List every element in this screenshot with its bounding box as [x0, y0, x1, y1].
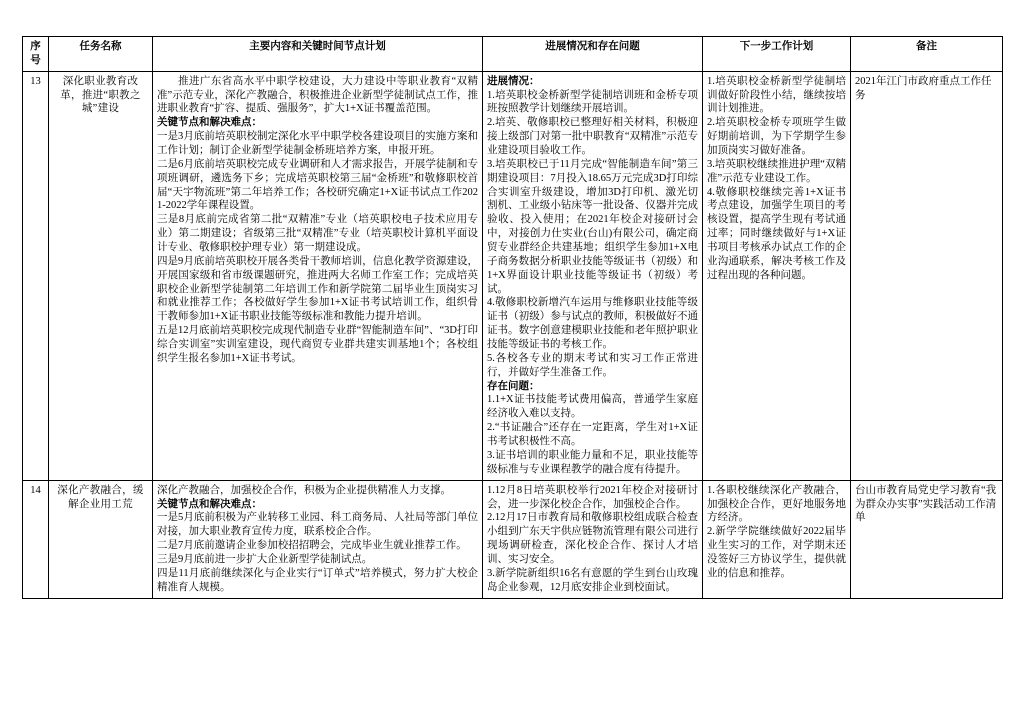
- row-seq: 14: [23, 480, 49, 598]
- table-row: [23, 480, 1003, 598]
- row-progress: [483, 71, 703, 480]
- paragraph: 3.培英职校继续推进护理“双精准”示范专业建设工作。: [707, 158, 846, 184]
- paragraph: 4.敬修职校继续完善1+X证书考点建设，加强学生项目的考核设置，提高学生现有考试通过率；同时继续做好与1+X证书项目考核承办试点工作的企业沟通联系，解决考核工作及过程出现的各种问题。: [707, 186, 846, 281]
- paragraph: 3.新学院新组织16名有意愿的学生到台山玫瑰岛企业参观，12月底安排企业到校面试。: [487, 567, 698, 593]
- row-seq: 13: [23, 71, 49, 480]
- paragraph: 3.培英职校已于11月完成“智能制造车间”第三期建设项目：7月投入18.65万元完成3D打印综合实训室升级建设，增加3D打印机、激光切割机、工业级小钻床等一批设备、仪器并完成验收、投入使用；在2021年校企对接研讨会中，对接创力仕实业(台山)有限公司，确定商贸专业群经企共建基地；组织学生参加1+X电子商务数据分析职业技能等级证书（初级）和1+X界面设计职业技能等级证书（初级）考试。: [487, 158, 698, 295]
- paragraph: 1.各职校继续深化产教融合，加强校企合作，更好地服务地方经济。: [707, 484, 846, 524]
- paragraph: 2.12月17日市教育局和敬修职校组成联合检查小组到广东天宇供应链物流管理有限公司进行现场调研检查，深化校企合作、探讨人才培训、实习安全。: [487, 512, 698, 565]
- paragraph: 进展情况：: [487, 75, 540, 87]
- paragraph: 存在问题：: [487, 380, 540, 392]
- paragraph: 2.新学学院继续做好2022届毕业生实习的工作，对学期末还没签好三方协议学生，提供就业的信息和推荐。: [707, 526, 846, 579]
- paragraph: 五是12月底前培英职校完成现代制造专业群“智能制造车间”、“3D打印综合实训室”实训室建设，现代商贸专业群共建实训基地1个；各校组织学生报名参加1+X证书考试。: [157, 325, 478, 364]
- paragraph: 1.12月8日培英职校举行2021年校企对接研讨会，进一步深化校企合作，加强校企合作。: [487, 484, 698, 510]
- paragraph: 4.敬修职校新增汽车运用与维修职业技能等级证书（初级）参与试点的教师，积极做好不通证书。数字创意建模职业技能和老年照护职业技能等级证书的考核工作。: [487, 297, 698, 351]
- row-progress: [483, 480, 703, 598]
- table-header-row: [23, 37, 1003, 72]
- row-next-plan: [703, 71, 851, 480]
- paragraph: 二是7月底前邀请企业参加校招招聘会，完成毕业生就业推荐工作。: [157, 540, 467, 552]
- table-row: [23, 71, 1003, 480]
- paragraph: 1.1+X证书技能考试费用偏高，普通学生家庭经济收入难以支持。: [487, 394, 698, 420]
- paragraph: 关键节点和解决难点：: [157, 117, 262, 129]
- row-main-content: [153, 71, 483, 480]
- row-task-name: 深化职业教育改革，推进“职教之城”建设: [49, 71, 153, 480]
- paragraph: 一是3月底前培英职校制定深化水平中职学校各建设项目的实施方案和工作计划；制订企业新型学徒制金桥班培养方案，申报开班。: [157, 131, 478, 157]
- task-progress-table: [22, 36, 1003, 599]
- col-progress: 进展情况和存在问题: [483, 37, 703, 72]
- col-seq: 序号: [23, 37, 49, 72]
- row-remark: 台山市教育局党史学习教育“我为群众办实事”实践活动工作清单: [851, 480, 1003, 598]
- paragraph: 5.各校各专业的期末考试和实习工作正常进行，并做好学生准备工作。: [487, 352, 698, 378]
- paragraph: 1.培英职校金桥新型学徒制培训班和金桥专项班按照教学计划继续开展培训。: [487, 89, 698, 115]
- paragraph: 推进广东省高水平中职学校建设，大力建设中等职业教育“双精准”示范专业，深化产教融合，积极推进企业新型学徒制试点工作，推进职业教育“扩容、提质、强服务”，扩大1+X证书覆盖范围。: [157, 75, 478, 115]
- paragraph: 2.培英职校金桥专项班学生做好期前培训，为下学期学生参加顶岗实习做好准备。: [707, 117, 846, 157]
- row-next-plan: [703, 480, 851, 598]
- row-task-name: 深化产教融合，缓解企业用工荒: [49, 480, 153, 598]
- row-main-content: [153, 480, 483, 598]
- paragraph: 3.证书培训的职业能力量和不足，职业技能等级标准与专业课程教学的融合度有待提升。: [487, 449, 698, 475]
- paragraph: 一是5月底前积极为产业转移工业园、科工商务局、人社局等部门单位对接，加大职业教育宣传力度，联系校企合作。: [157, 512, 478, 538]
- paragraph: 四是9月底前培英职校开展各类骨干教师培训，信息化教学资源建设，开展国家级和省市级课题研究，推进两大名师工作室工作；完成培英职校企业新型学徒制第二年培训工作和新学院第二届毕业生顶岗实习和就业推荐工作；各校做好学生参加1+X证书考试培训工作，组织骨干教师参加1+X证书职业技能等级标准和教能力提升培训。: [157, 255, 478, 323]
- paragraph: 深化产教融合，加强校企合作，积极为企业提供精准人力支撑。: [157, 484, 451, 496]
- table-body: [23, 71, 1003, 598]
- paragraph: 2.“书证融合”还存在一定距离，学生对1+X证书考试积极性不高。: [487, 422, 698, 448]
- paragraph: 二是6月底前培英职校完成专业调研和人才需求报告，开展学徒制和专项班调研，遴选务下乡；完成培英职校第三届“金桥班”和敬修职校首届“天宇物流班”第二年培养工作；各校研究确定1+X证书试点工作2021-2022学年课程设置。: [157, 158, 478, 212]
- paragraph: 2.培英、敬修职校已整理好相关材料，积极迎接上级部门对第一批中职教育“双精准”示范专业建设项目验收工作。: [487, 117, 698, 157]
- paragraph: 三是9月底前进一步扩大企业新型学徒制试点。: [157, 553, 373, 565]
- paragraph: 1.培英职校金桥新型学徒制培训做好阶段性小结，继续按培训计划推进。: [707, 75, 846, 115]
- paragraph: 三是8月底前完成省第二批“双精准”专业（培英职校电子技术应用专业）第二期建设；省级第三批“双精准”专业（培英职校计算机平面设计专业、敬修职校护理专业）第一期建设成。: [157, 214, 478, 254]
- paragraph: 关键节点和解决难点：: [157, 498, 262, 510]
- col-remark: 备注: [851, 37, 1003, 72]
- col-task-name: 任务名称: [49, 37, 153, 72]
- row-remark: 2021年江门市政府重点工作任务: [851, 71, 1003, 480]
- col-main-content: 主要内容和关键时间节点计划: [153, 37, 483, 72]
- col-next-plan: 下一步工作计划: [703, 37, 851, 72]
- paragraph: 四是11月底前继续深化与企业实行“订单式”培养模式，努力扩大校企精准育人规模。: [157, 567, 478, 593]
